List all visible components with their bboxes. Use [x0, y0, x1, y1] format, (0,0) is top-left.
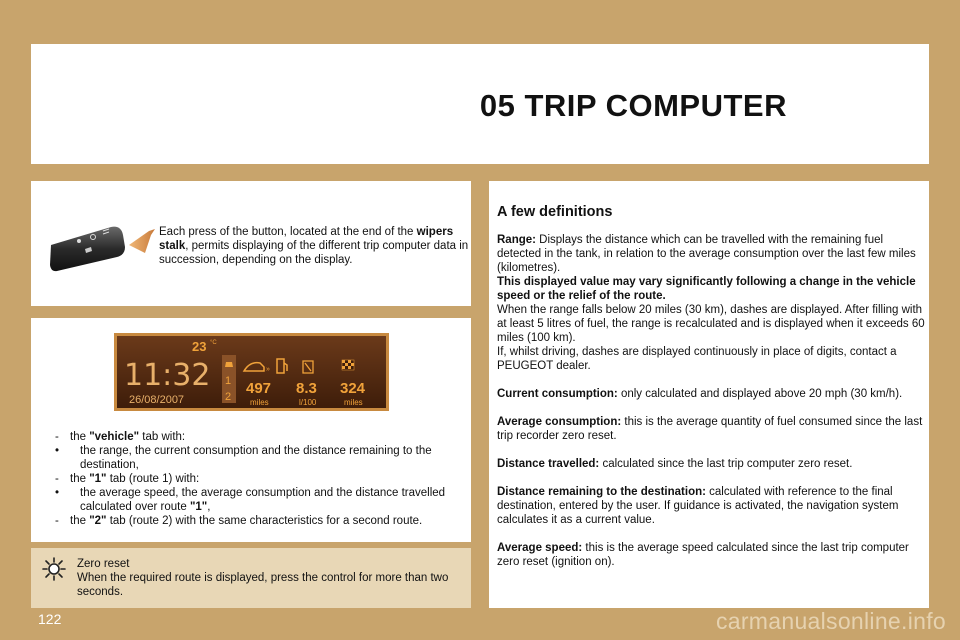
list-text: tab (route 2) with the same characteristics for a second route. — [106, 515, 423, 527]
svg-text:»: » — [266, 366, 270, 373]
checkered-flag-icon — [342, 360, 354, 370]
tab-item-vehicle — [51, 430, 466, 444]
definition-average-speed — [497, 541, 925, 569]
distance-remaining-value: 324 — [340, 380, 366, 397]
list-text-bold: "2" — [89, 515, 107, 527]
tab-2-label: 2 — [225, 391, 232, 403]
definitions-list — [497, 233, 925, 583]
definition-term: Average speed: — [497, 542, 583, 554]
arrow-pointer-icon — [129, 229, 155, 253]
tab-description-list — [51, 430, 466, 528]
definition-text: Displays the distance which can be travelled with the remaining fuel detected in the tank, in relation to the average consumption over the last few miles (kilometres). — [497, 234, 916, 274]
list-text: , — [207, 501, 211, 513]
zero-reset-note — [31, 548, 471, 608]
tab-item-route-2 — [51, 514, 466, 528]
definition-text: only calculated and displayed above 20 mph (30 km/h). — [617, 388, 903, 400]
temperature-value: 23 — [192, 339, 207, 354]
definition-term: Current consumption: — [497, 388, 618, 400]
definition-note: This displayed value may vary significantly following a change in the vehicle speed or the relief of the route. — [497, 276, 916, 302]
watermark: carmanualsonline.info — [715, 608, 946, 634]
sun-tip-icon — [41, 556, 67, 582]
list-marker: - — [55, 431, 59, 443]
definition-distance-travelled — [497, 457, 925, 471]
stalk-description — [159, 225, 469, 267]
temperature-unit: °C — [210, 340, 217, 346]
tab-item-vehicle-detail — [51, 444, 466, 472]
range-value: 497 — [246, 380, 272, 397]
list-marker: • — [55, 487, 60, 499]
title-panel — [31, 44, 929, 164]
definition-average-consumption — [497, 415, 925, 443]
list-marker: - — [55, 515, 59, 527]
stalk-text-before: Each press of the button, located at the end of the — [159, 226, 417, 238]
wiper-stalk-image — [49, 225, 157, 273]
tab-item-route-1 — [51, 472, 466, 486]
definition-extra: If, whilst driving, dashes are displayed continuously in place of digits, contact a PEUGEOT dealer. — [497, 346, 897, 372]
list-marker: - — [55, 473, 59, 485]
definitions-heading: A few definitions — [497, 204, 613, 220]
definition-current-consumption — [497, 387, 925, 401]
definition-term: Distance travelled: — [497, 458, 600, 470]
list-text: the average speed, the average consumption and the distance travelled calculated over route — [80, 487, 446, 513]
definition-text: calculated since the last trip computer zero reset. — [599, 458, 853, 470]
zero-reset-body: When the required route is displayed, press the control for more than two seconds. — [77, 572, 449, 598]
clock-time: 11:32 — [124, 358, 211, 393]
stalk-panel — [31, 181, 471, 306]
page-title: 05 TRIP COMPUTER — [479, 88, 787, 123]
list-text-bold: "1" — [189, 501, 208, 513]
definition-distance-remaining — [497, 485, 925, 527]
range-unit: miles — [250, 398, 269, 407]
list-text: tab (route 1) with: — [106, 473, 200, 485]
zero-reset-title: Zero reset — [77, 558, 130, 570]
definition-term: Range: — [497, 234, 536, 246]
tab-item-route-1-detail — [51, 486, 466, 514]
consumption-value: 8.3 — [296, 380, 317, 397]
page-number: 122 — [38, 611, 62, 627]
definition-extra: When the range falls below 20 miles (30 km), dashes are displayed. After filling with at least 5 litres of fuel, the range is recalculated and is displayed when it exceeds 60 miles (100 km). — [497, 304, 925, 344]
definition-term: Distance remaining to the destination: — [497, 486, 706, 498]
stalk-text-bold: wipers stalk — [159, 226, 454, 252]
vehicle-icon — [224, 358, 234, 370]
date-value: 26/08/2007 — [129, 394, 185, 406]
tab-1-label: 1 — [225, 375, 232, 387]
list-text: the — [70, 515, 90, 527]
definition-text: calculated with reference to the final destination, entered by the user. If guidance is activated, the navigation system calculates it as a current value. — [497, 486, 899, 526]
list-text-bold: "vehicle" — [89, 431, 140, 443]
definitions-panel — [489, 181, 929, 608]
list-text: the range, the current consumption and the distance remaining to the destination, — [80, 445, 432, 471]
definition-range — [497, 233, 925, 373]
definition-text: this is the average quantity of fuel consumed since the last trip recorder zero reset. — [497, 416, 923, 442]
definition-text: this is the average speed calculated since the last trip computer zero reset (ignition on). — [497, 542, 909, 568]
trip-computer-display — [114, 333, 389, 411]
list-text: tab with: — [139, 431, 186, 443]
list-text: the — [70, 473, 90, 485]
list-text: the — [70, 431, 90, 443]
distance-remaining-unit: miles — [344, 398, 363, 407]
stalk-text-after: , permits displaying of the different trip computer data in succession, depending on the display. — [159, 240, 469, 266]
list-text-bold: "1" — [89, 473, 107, 485]
zero-reset-text — [77, 557, 467, 599]
definition-term: Average consumption: — [497, 416, 622, 428]
consumption-unit: l/100 — [299, 398, 317, 407]
display-panel — [31, 318, 471, 542]
list-marker: • — [55, 445, 60, 457]
